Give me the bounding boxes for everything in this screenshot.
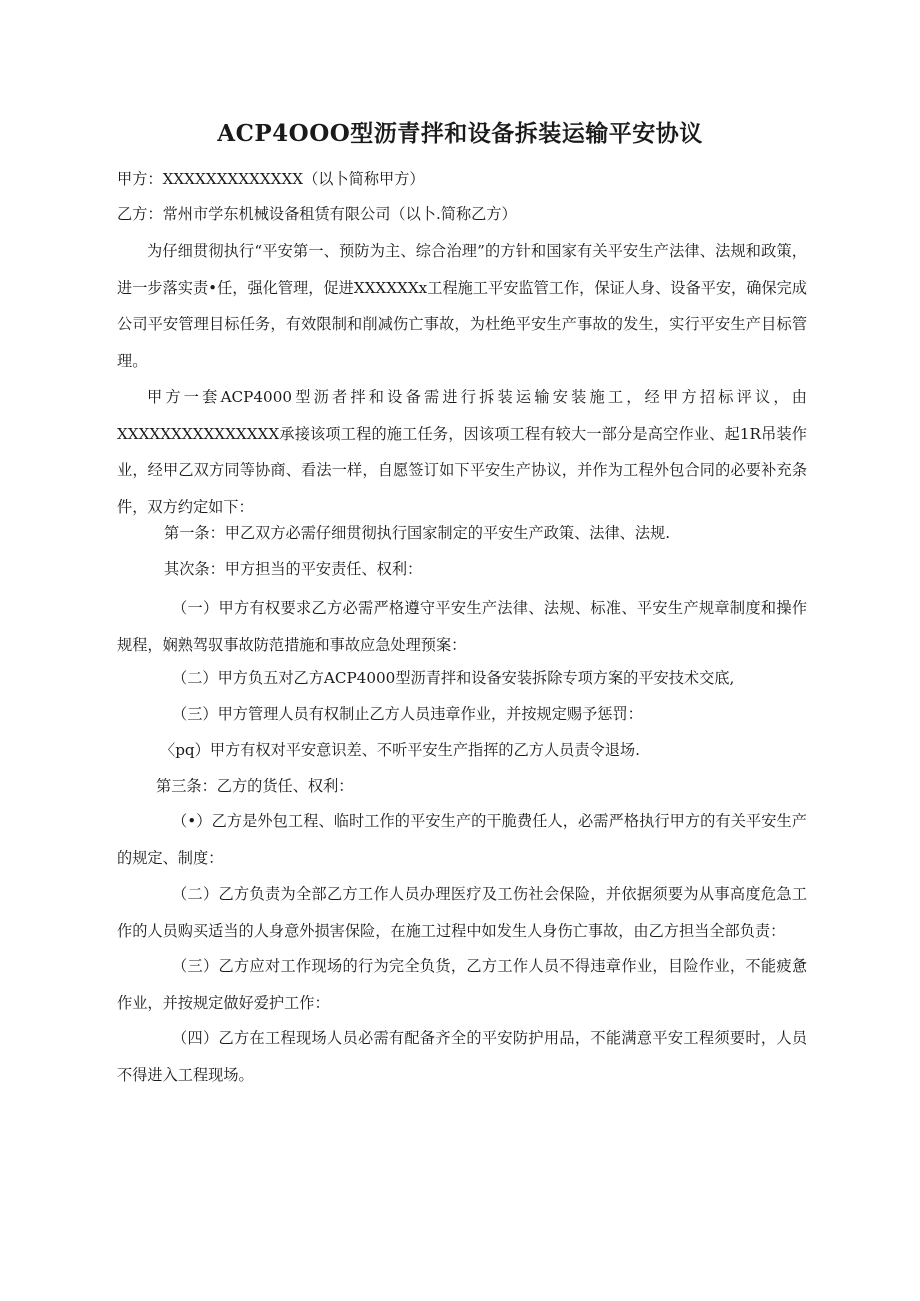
party-b-line: 乙方：常州市学东机械设备租赁有限公司（以卜.简称乙方） (117, 205, 517, 223)
intro-paragraph-2: 甲方一套ACP4000型沥者拌和设备需进行拆装运输安装施工，经甲方招标评议，由XXXXXXXXXXXXXXX承接该项工程的施工任务，因该项工程有较大一部分是高空作业、起1R吊装作业，经甲乙双方同等协商、看法一样，自愿签订如下平安生产协议，并作为工程外包合同的必要补充条件，双方约定如下： (117, 388, 807, 516)
article-2-item-2: （二）甲方负五对乙方ACP4000型沥青拌和设备安装拆除专项方案的平安技术交底, (172, 669, 735, 687)
article-1: 第一条：甲乙双方必需仔细贯彻执行国家制定的平安生产政策、法律、法规. (164, 524, 671, 542)
article-3-item-1: （•）乙方是外包工程、临时工作的平安生产的干脆费任人，必需严格执行甲方的有关平安生产的规定、制度： (117, 812, 807, 867)
article-3-item-2: （二）乙方负责为全部乙方工作人员办理医疗及工伤社会保险，并依据须要为从事高度危急工作的人员购买适当的人身意外损害保险，在施工过程中如发生人身伤亡事故，由乙方担当全部负责： (117, 885, 807, 940)
article-3-item-3: （三）乙方应对工作现场的行为完全负货，乙方工作人员不得违章作业，目险作业，不能疲惫作业，并按规定做好爱护工作： (117, 957, 807, 1012)
article-2-item-3: （三）甲方管理人员有权制止乙方人员违章作业，并按规定赐予惩罚： (172, 705, 643, 723)
article-3-heading: 第三条：乙方的货任、权利： (156, 777, 354, 795)
article-2-item-1: （一）甲方有权要求乙方必需严格遵守平安生产法律、法规、标准、平安生产规章制度和操作规程，娴熟驾驭事故防范措施和事故应急处理预案： (117, 599, 807, 654)
article-2-heading: 其次条：甲方担当的平安责任、权利： (164, 560, 423, 578)
document-title: ACP4OOO型沥青拌和设备拆装运输平安协议 (217, 120, 703, 147)
article-2-item-4: 〈pq）甲方有权对平安意识差、不听平安生产指挥的乙方人员责令退场. (160, 741, 640, 759)
intro-paragraph-1: 为仔细贯彻执行“平安第一、预防为主、综合治理”的方针和国家有关平安生产法律、法规和政策，进一步落实责•任，强化管理，促进XXXXXXx工程施工平安监管工作，保证人身、设备平安，确保完成公司平安管理目标任务，有效限制和削减伤亡事故，为杜绝平安生产事故的发生，实行平安生产目标管理。 (117, 242, 807, 370)
article-3-item-4: （四）乙方在工程现场人员必需有配备齐全的平安防护用品，不能满意平安工程须要时，人员不得进入工程现场。 (117, 1029, 807, 1084)
party-a-line: 甲方：XXXXXXXXXXXXX（以卜简称甲方） (117, 170, 425, 188)
